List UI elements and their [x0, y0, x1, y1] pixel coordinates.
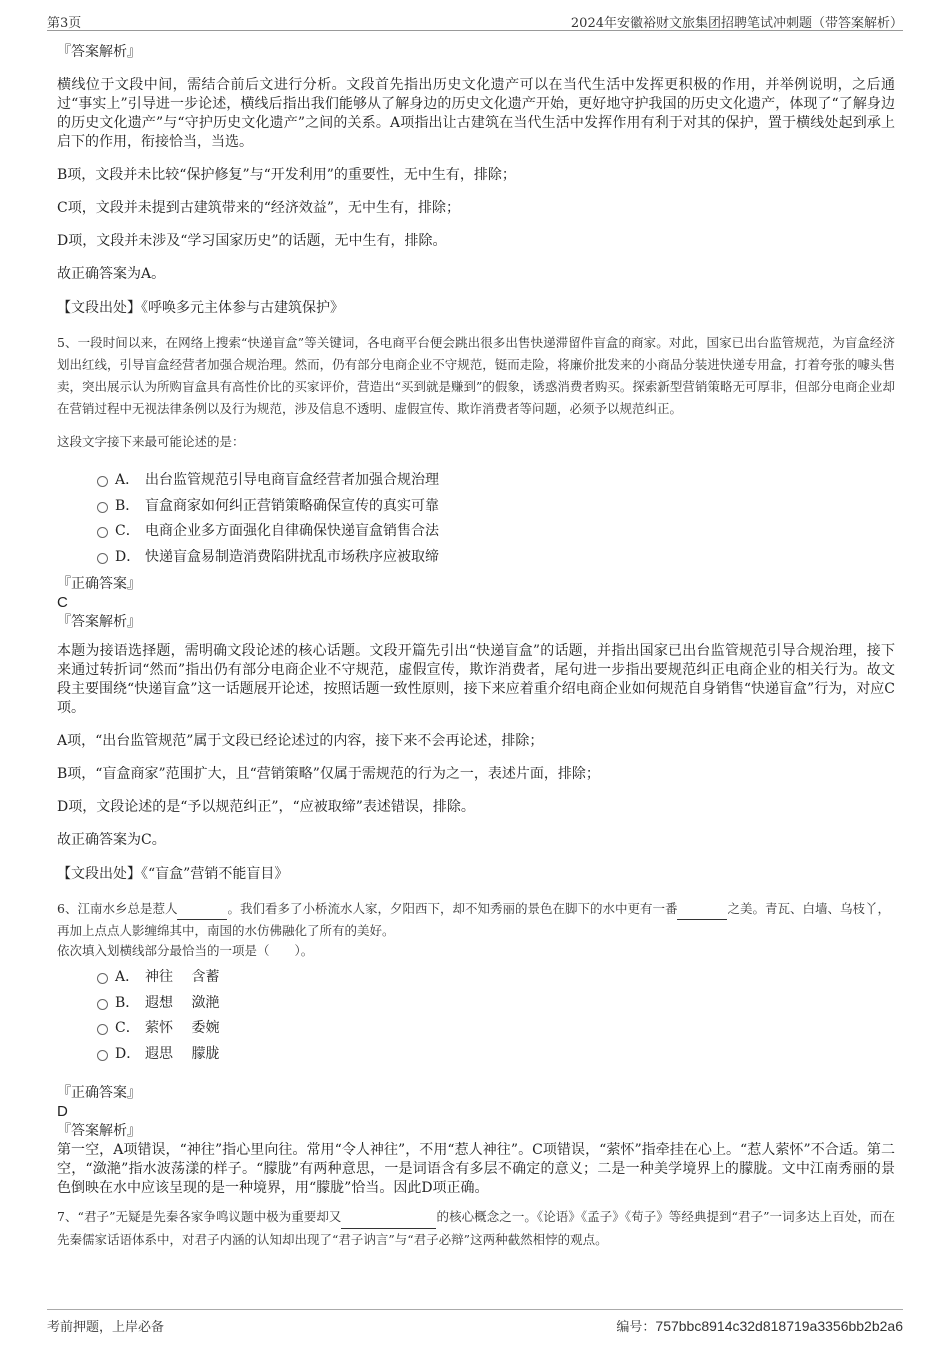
document-code [616, 1316, 903, 1335]
q5-analysis-title: 『答案解析』 [57, 614, 141, 630]
radio-icon[interactable] [97, 476, 108, 487]
q4-analysis-para: C项，文段并未提到古建筑带来的“经济效益”，无中生有，排除； [57, 200, 461, 216]
q6-prompt: 依次填入划横线部分最恰当的一项是（ ）。 [57, 943, 314, 958]
q6-options [57, 965, 895, 1067]
blank-line [677, 898, 727, 920]
q6-answer-title: 『正确答案』 [57, 1085, 141, 1101]
option-label: D． [115, 548, 141, 565]
option-label: B． [115, 994, 140, 1011]
q4-source: 【文段出处】《呼唤多元主体参与古建筑保护》 [57, 300, 344, 316]
q6-answer: D [57, 1103, 68, 1120]
q5-analysis-para: B项，“盲盒商家”范围扩大，且“营销策略”仅属于需规范的行为之一，表述片面，排除； [57, 766, 600, 782]
option-d[interactable] [57, 1042, 895, 1068]
option-a[interactable] [57, 468, 895, 494]
option-text: 遐想 潋滟 [145, 994, 220, 1011]
q5-answer-title: 『正确答案』 [57, 576, 141, 592]
blank-line [341, 1206, 436, 1229]
q4-analysis-para: D项，文段并未涉及“学习国家历史”的话题，无中生有，排除。 [57, 233, 447, 249]
q6-analysis: 第一空，A项错误，“神往”指心里向往。常用“令人神往”，不用“惹人神往”。C项错误，“萦怀”指牵挂在心上。“惹人萦怀”不合适。第二空，“潋滟”指水波荡漾的样子。“朦胧”有两种意思，一是词语含有多层不确定的意义；二是一种美学境界上的朦胧。文中江南秀丽的景色倒映在水中应该呈现的是一种境界，用“朦胧”恰当。因此D项正确。 [57, 1142, 895, 1196]
q5-analysis-para: 故正确答案为C。 [57, 832, 166, 848]
q5-prompt: 这段文字接下来最可能论述的是： [57, 434, 245, 449]
option-text: 遐思 朦胧 [145, 1045, 220, 1062]
q6-analysis-title: 『答案解析』 [57, 1123, 141, 1139]
option-label: C． [115, 1020, 140, 1036]
q4-analysis-title: 『答案解析』 [57, 44, 141, 60]
radio-icon[interactable] [97, 1050, 108, 1061]
option-text: 神往 含蓄 [145, 969, 220, 985]
q4-analysis-para: 故正确答案为A。 [57, 266, 166, 282]
option-b[interactable] [57, 494, 895, 520]
radio-icon[interactable] [97, 1024, 108, 1035]
page-content [57, 42, 895, 1251]
radio-icon[interactable] [97, 553, 108, 564]
page-header [47, 10, 903, 31]
q6-question-text [57, 898, 895, 941]
option-text: 电商企业多方面强化自律确保快递盲盒销售合法 [145, 523, 439, 539]
option-text: 快递盲盒易制造消费陷阱扰乱市场秩序应被取缔 [145, 548, 439, 565]
q7-text-part: 的核心概念之一。《论语》《孟子》《荀子》等经典提到“君子”一词多达上百处，而在先秦儒家话语体系中，对君子内涵的认知却出现了“君子讷言”与“君子必辩”这两种截然相悖的观点。 [57, 1209, 895, 1247]
option-c[interactable] [57, 519, 895, 545]
option-d[interactable] [57, 545, 895, 571]
option-text: 出台监管规范引导电商盲盒经营者加强合规治理 [145, 472, 439, 488]
q5-analysis-para: 本题为接语选择题，需明确文段论述的核心话题。文段开篇先引出“快递盲盒”的话题，并指出国家已出台监管规范引导合规治理，接下来通过转折词“然而”指出仍有部分电商企业不守规范，虚假宣传，欺诈消费者，尾句进一步指出要规范纠正电商企业的相关行为。故文段主要围绕“快递盲盒”这一话题展开论述，按照话题一致性原则，接下来应着重介绍电商企业如何规范自身销售“快递盲盒”行为，对应C项。 [57, 643, 895, 716]
option-label: A． [115, 472, 140, 488]
page-footer [47, 1309, 903, 1334]
code-value: 757bbc8914c32d818719a3356bb2b2a6 [655, 1318, 903, 1334]
q6-text-part: 6、江南水乡总是惹人 [57, 901, 178, 916]
option-label: B． [115, 497, 140, 514]
option-text: 盲盒商家如何纠正营销策略确保宣传的真实可靠 [145, 497, 439, 514]
option-label: A． [115, 969, 140, 985]
option-c[interactable] [57, 1016, 895, 1042]
q4-analysis-para: B项，文段并未比较“保护修复”与“开发利用”的重要性，无中生有，排除； [57, 167, 516, 183]
q4-analysis-para: 横线位于文段中间，需结合前后文进行分析。文段首先指出历史文化遗产可以在当代生活中发挥更积极的作用，并举例说明，之后通过“事实上”引导进一步论述，横线后指出我们能够从了解身边的历史文化遗产开始，更好地守护我国的历史文化遗产，体现了“了解身边的历史文化遗产”与“守护历史文化遗产”之间的关系。A项指出让古建筑在当代生活中发挥作用有利于对其的保护，置于横线处起到承上启下的作用，衔接恰当，当选。 [57, 77, 895, 150]
option-label: C． [115, 523, 140, 539]
radio-icon[interactable] [97, 502, 108, 513]
option-a[interactable] [57, 965, 895, 991]
document-title: 2024年安徽裕财文旅集团招聘笔试冲刺题（带答案解析） [570, 16, 903, 31]
q5-question-text: 5、一段时间以来，在网络上搜索“快递盲盒”等关键词，各电商平台便会跳出很多出售快递滞留件盲盒的商家。对此，国家已出台监管规范，为盲盒经济划出红线，引导盲盒经营者加强合规治理。然而，仍有部分电商企业不守规范，铤而走险，将廉价批发来的小商品分装进快递专用盒，打着夸张的噱头售卖，突出展示认为所购盲盒具有高性价比的买家评价，营造出“买到就是赚到”的假象，诱惑消费者购买。探索新型营销策略无可厚非，但部分电商企业却在营销过程中无视法律条例以及行为规范，涉及信息不透明、虚假宣传、欺诈消费者等问题，必须予以规范纠正。 [57, 335, 895, 416]
q7-text-part: 7、“君子”无疑是先秦各家争鸣议题中极为重要却又 [57, 1209, 342, 1224]
radio-icon[interactable] [97, 999, 108, 1010]
page-number: 第3页 [47, 16, 82, 31]
option-b[interactable] [57, 991, 895, 1017]
radio-icon[interactable] [97, 973, 108, 984]
code-label: 编号： [616, 1320, 656, 1335]
option-text: 萦怀 委婉 [145, 1020, 220, 1036]
option-label: D． [115, 1045, 141, 1062]
blank-line [177, 898, 227, 920]
q5-answer: C [57, 594, 68, 611]
q6-text-part: 之美。青瓦、白墙、乌枝丫，再加上点点人影缠绵其中，南国的水仿佛融化了所有的美好。 [57, 901, 890, 938]
footer-slogan: 考前押题，上岸必备 [47, 1320, 165, 1335]
q5-analysis-para: A项，“出台监管规范”属于文段已经论述过的内容，接下来不会再论述，排除； [57, 733, 544, 749]
q7-question-text [57, 1206, 895, 1251]
q5-options [57, 468, 895, 570]
q6-text-part: 。我们看多了小桥流水人家，夕阳西下，却不知秀丽的景色在脚下的水中更有一番 [227, 901, 678, 916]
q5-analysis-para: D项，文段论述的是“予以规范纠正”，“应被取缔”表述错误，排除。 [57, 799, 475, 815]
radio-icon[interactable] [97, 527, 108, 538]
q5-source: 【文段出处】《“盲盒”营销不能盲目》 [57, 866, 289, 882]
